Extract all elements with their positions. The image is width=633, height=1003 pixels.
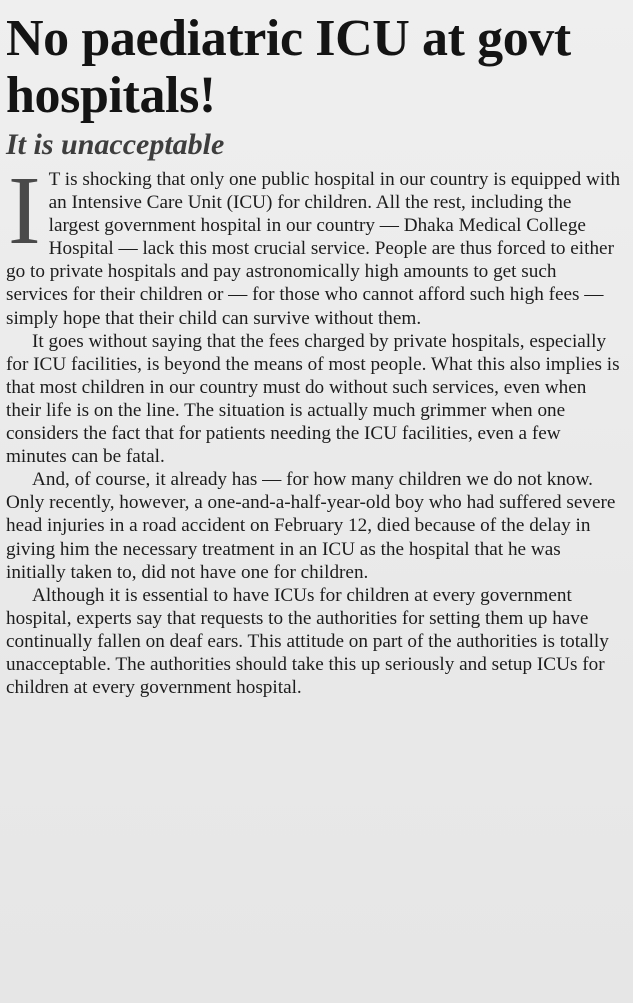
headline: No paediatric ICU at govt hospitals! bbox=[6, 10, 571, 124]
paragraph-2: It goes without saying that the fees charged by private hospitals, especially for ICU facilities, is beyond the means of most people. What this also implies is that most children in our country must do without such services, even when their life is on the line. The situation is actually much grimmer when one considers the fact that for patients needing the ICU facilities, even a few minutes can be fatal. bbox=[6, 330, 620, 468]
subheadline: It is unacceptable bbox=[6, 128, 225, 161]
drop-cap: I bbox=[8, 157, 41, 265]
paragraph-3: And, of course, it already has — for how many children we do not know. Only recently, however, a one-and-a-half-year-old boy who had suffered severe head injuries in a road accident on February 12, died because of the delay in giving him the necessary treatment in an ICU as the hospital that he was initially taken to, did not have one for children. bbox=[6, 469, 616, 583]
article-body bbox=[6, 157, 622, 699]
paragraph-4: Although it is essential to have ICUs for children at every government hospital, experts say that requests to the authorities for setting them up have continually fallen on deaf ears. This attitude on part of the authorities is totally unacceptable. The authorities should take this up seriously and setup ICUs for children at every government hospital. bbox=[6, 584, 609, 699]
paragraph-1-text: T is shocking that only one public hospital in our country is equipped with an Intensive Care Unit (ICU) for children. All the rest, including the largest government hospital in our country — Dhaka Medical College Hospital — lack this most crucial service. People are thus forced to either go to private hospitals and pay astronomically high amounts to get such services for their children or — for those who cannot afford such high fees — simply hope that their child can survive without them. bbox=[6, 169, 621, 329]
paragraph-1 bbox=[6, 157, 622, 330]
